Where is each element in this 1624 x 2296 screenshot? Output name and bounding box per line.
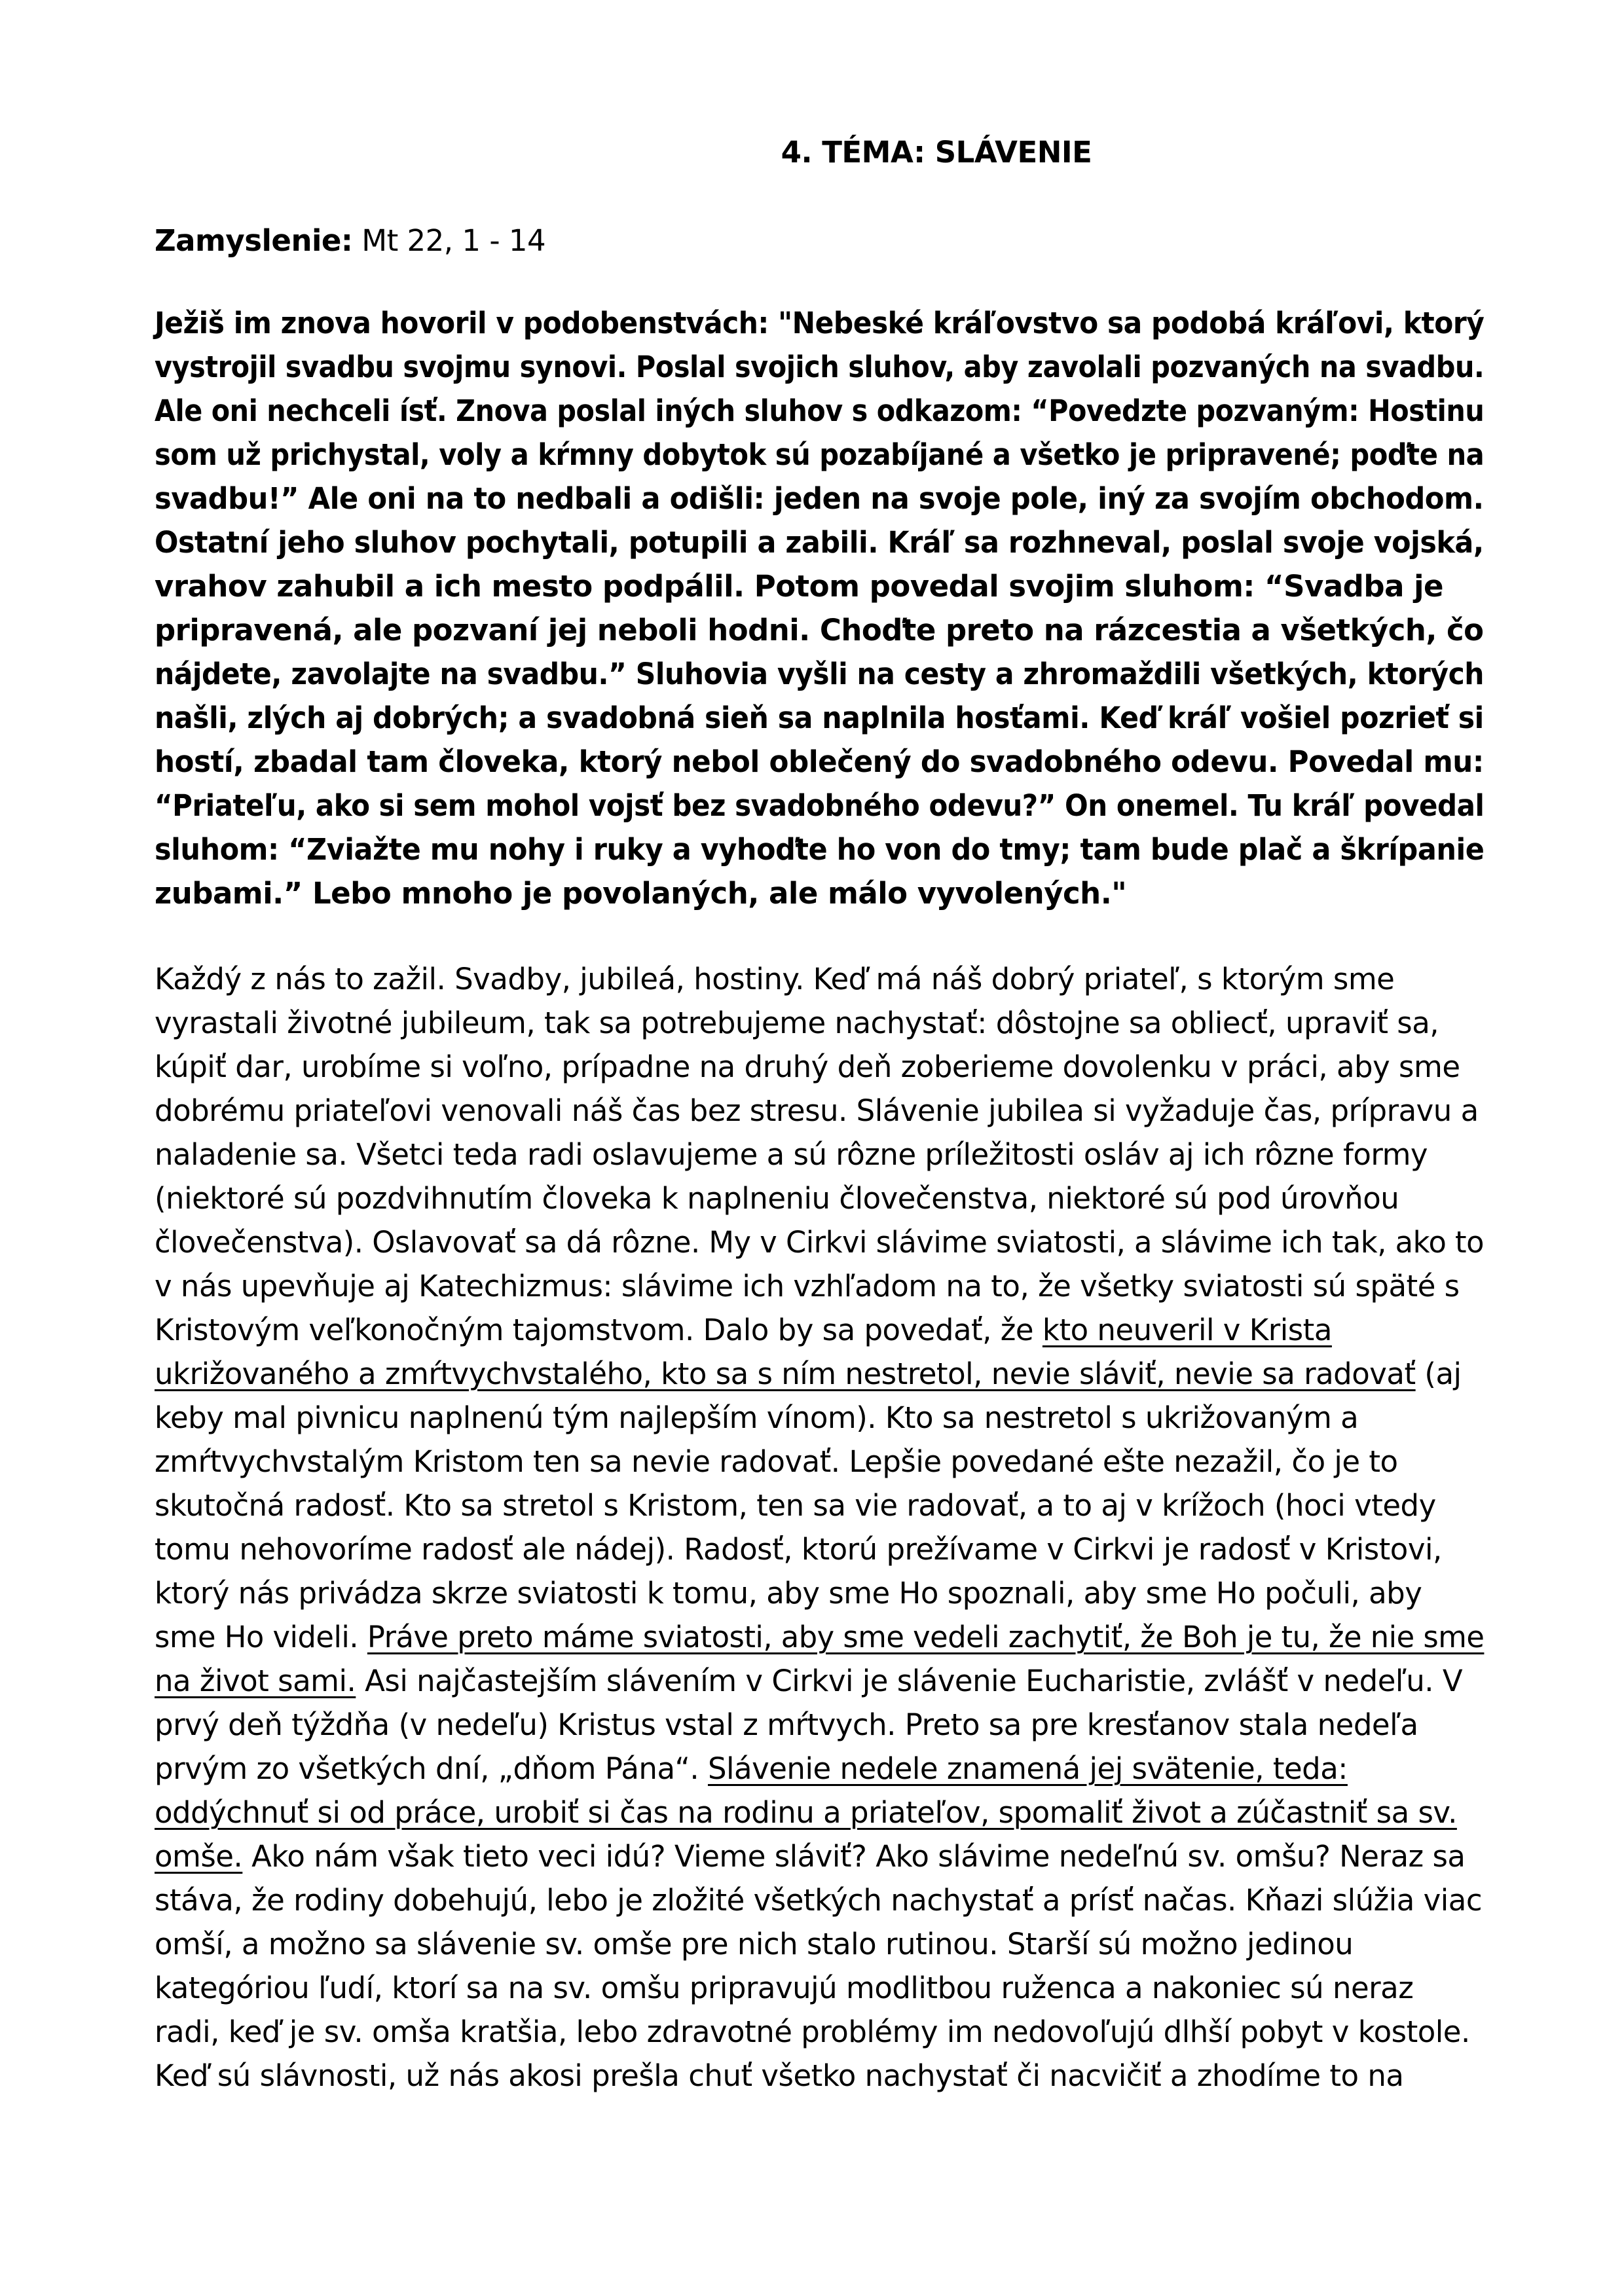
body-line xyxy=(155,1308,1484,1352)
body-line xyxy=(155,1615,1485,1659)
body-line: ktorý nás privádza skrze sviatosti k tomu, aby sme Ho spoznali, aby sme Ho počuli, aby xyxy=(155,1576,1422,1611)
body-text-segment: Kristovým veľkonočným tajomstvom. Dalo by sa povedať, že xyxy=(155,1313,1043,1347)
body-line xyxy=(155,1791,1484,1834)
gospel-line: Ostatní jeho sluhov pochytali, potupili a zabili. Kráľ sa rozhneval, poslal svoje vojská, xyxy=(155,525,1484,560)
body-text-segment: Asi najčastejším slávením v Cirkvi je slávenie Eucharistie, zvlášť v nedeľu. V xyxy=(356,1664,1463,1698)
gospel-line: nájdete, zavolajte na svadbu.” Sluhovia vyšli na cesty a zhromaždili všetkých, ktorých xyxy=(155,657,1485,691)
body-line: omší, a možno sa slávenie sv. omše pre nich stalo rutinou. Starší sú možno jedinou xyxy=(155,1927,1354,1961)
gospel-line: vystrojil svadbu svojmu synovi. Poslal svojich sluhov, aby zavolali pozvaných na svadbu. xyxy=(155,350,1485,384)
body-line: Keď sú slávnosti, už nás akosi prešla chuť všetko nachystať či nacvičiť a zhodíme to na xyxy=(155,2058,1404,2093)
body-line: v nás upevňuje aj Katechizmus: slávime ich vzhľadom na to, že všetky sviatosti sú späté s xyxy=(155,1269,1460,1303)
body-line: dobrému priateľovi venovali náš čas bez stresu. Slávenie jubilea si vyžaduje čas, prípravu a xyxy=(155,1093,1479,1128)
body-line: človečenstva). Oslavovať sa dá rôzne. My v Cirkvi slávime sviatosti, a slávime ich tak, ako to xyxy=(155,1225,1484,1260)
gospel-line: vrahov zahubil a ich mesto podpálil. Potom povedal svojim sluhom: “Svadba je xyxy=(155,569,1444,604)
gospel-line: Ježiš im znova hovoril v podobenstvách: "Nebeské kráľovstvo sa podobá kráľovi, ktorý xyxy=(155,306,1485,340)
body-line: stáva, že rodiny dobehujú, lebo je zložité všetkých nachystať a prísť načas. Kňazi slúžia viac xyxy=(155,1883,1483,1918)
body-text-segment: sme Ho videli. xyxy=(155,1620,367,1654)
reflection-label: Zamyslenie: xyxy=(155,223,353,258)
gospel-line: hostí, zbadal tam človeka, ktorý nebol oblečený do svadobného odevu. Povedal mu: xyxy=(155,744,1484,779)
page-title xyxy=(0,131,1624,174)
body-text-segment: prvým zo všetkých dní, „dňom Pána“. xyxy=(155,1751,708,1786)
body-line: vyrastali životné jubileum, tak sa potrebujeme nachystať: dôstojne sa obliecť, upraviť sa, xyxy=(155,1006,1439,1040)
body-line: Každý z nás to zažil. Svadby, jubileá, hostiny. Keď má náš dobrý priateľ, s ktorým sme xyxy=(155,962,1395,996)
gospel-line: Ale oni nechceli ísť. Znova poslal iných sluhov s odkazom: “Povedzte pozvaným: Hostinu xyxy=(155,393,1485,428)
body-line: skutočná radosť. Kto sa stretol s Kristom, ten sa vie radovať, a to aj v krížoch (hoci vtedy xyxy=(155,1488,1436,1523)
gospel-line: “Priateľu, ako si sem mohol vojsť bez svadobného odevu?” On onemel. Tu kráľ povedal xyxy=(155,788,1485,823)
underlined-emphasis: na život sami. xyxy=(155,1664,356,1698)
body-text-segment: Ako nám však tieto veci idú? Vieme sláviť? Ako slávime nedeľnú sv. omšu? Neraz sa xyxy=(242,1839,1466,1874)
body-line: radi, keď je sv. omša kratšia, lebo zdravotné problémy im nedovoľujú dlhší pobyt v kostole. xyxy=(155,2014,1470,2049)
body-text-segment: (aj xyxy=(1415,1357,1462,1391)
body-line xyxy=(155,1747,1484,1791)
underlined-emphasis: kto neuveril v Krista xyxy=(1042,1313,1332,1347)
body-line: zmŕtvychvstalým Kristom ten sa nevie radovať. Lepšie povedané ešte nezažil, čo je to xyxy=(155,1444,1398,1479)
gospel-passage xyxy=(155,301,1484,915)
body-line: naladenie sa. Všetci teda radi oslavujeme a sú rôzne príležitosti osláv aj ich rôzne formy xyxy=(155,1137,1428,1172)
body-text xyxy=(155,957,1484,2098)
body-line xyxy=(155,1659,1484,1703)
body-line: kúpiť dar, urobíme si voľno, prípadne na druhý deň zoberieme dovolenku v práci, aby sme xyxy=(155,1049,1460,1084)
underlined-emphasis: omše. xyxy=(155,1839,243,1874)
body-line: tomu nehovoríme radosť ale nádej). Radosť, ktorú prežívame v Cirkvi je radosť v Kristovi, xyxy=(155,1532,1442,1567)
underlined-emphasis: ukrižovaného a zmŕtvychvstalého, kto sa s ním nestretol, nevie sláviť, nevie sa radovať xyxy=(155,1357,1416,1391)
gospel-line: sluhom: “Zviažte mu nohy i ruky a vyhoďte ho von do tmy; tam bude plač a škrípanie xyxy=(155,832,1485,867)
underlined-emphasis: Slávenie nedele znamená jej svätenie, teda: xyxy=(707,1751,1348,1786)
gospel-line: som už prichystal, voly a kŕmny dobytok sú pozabíjané a všetko je pripravené; poďte na xyxy=(155,437,1485,472)
body-line xyxy=(155,1352,1484,1396)
gospel-line: svadbu!” Ale oni na to nedbali a odišli: jeden na svoje pole, iný za svojím obchodom. xyxy=(155,481,1484,516)
underlined-emphasis: Práve preto máme sviatosti, aby sme vedeli zachytiť, že Boh je tu, že nie sme xyxy=(367,1620,1485,1654)
reflection-reference xyxy=(155,219,545,263)
reflection-ref: Mt 22, 1 - 14 xyxy=(361,223,546,258)
body-line: prvý deň týždňa (v nedeľu) Kristus vstal z mŕtvych. Preto sa pre kresťanov stala nedeľa xyxy=(155,1707,1418,1742)
gospel-line: zubami.” Lebo mnoho je povolaných, ale málo vyvolených." xyxy=(155,876,1127,911)
page-title-text: 4. TÉMA: SLÁVENIE xyxy=(781,135,1092,170)
gospel-line: našli, zlých aj dobrých; a svadobná sieň sa naplnila hosťami. Keď kráľ vošiel pozrieť si xyxy=(155,701,1484,735)
body-line xyxy=(155,1834,1484,1878)
body-line: (niektoré sú pozdvihnutím človeka k naplneniu človečenstva, niektoré sú pod úrovňou xyxy=(155,1181,1399,1216)
underlined-emphasis: oddýchnuť si od práce, urobiť si čas na rodinu a priateľov, spomaliť život a zúčastniť sa sv. xyxy=(155,1795,1457,1830)
body-line: keby mal pivnicu naplnenú tým najlepším vínom). Kto sa nestretol s ukrižovaným a xyxy=(155,1400,1359,1435)
gospel-line: pripravená, ale pozvaní jej neboli hodni. Choďte preto na rázcestia a všetkých, čo xyxy=(155,613,1484,647)
body-line: kategóriou ľudí, ktorí sa na sv. omšu pripravujú modlitbou ruženca a nakoniec sú neraz xyxy=(155,1971,1414,2005)
